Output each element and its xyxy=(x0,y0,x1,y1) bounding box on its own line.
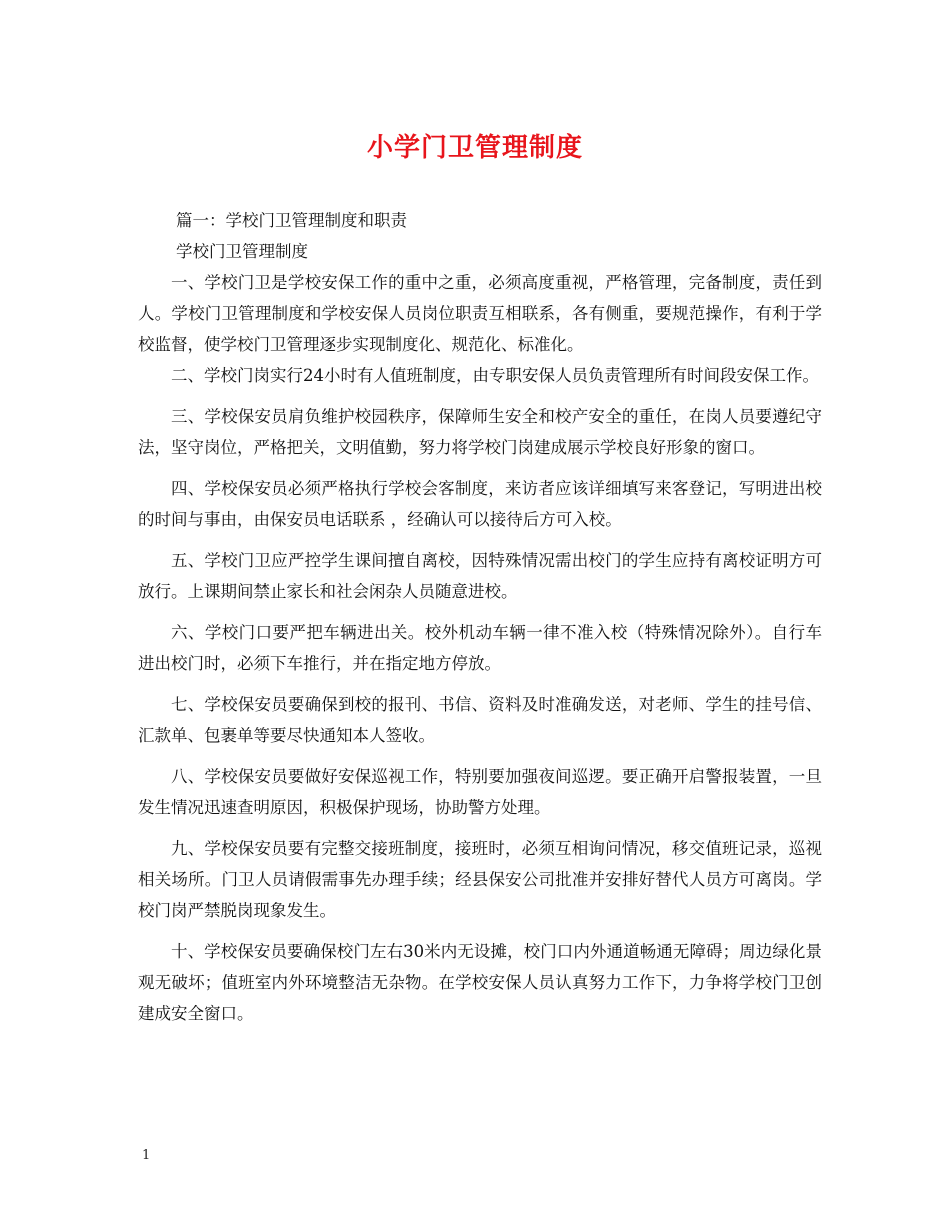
section-heading: 篇一：学校门卫管理制度和职责 xyxy=(175,211,407,230)
page-number: 1 xyxy=(142,1148,151,1163)
paragraph-4: 四、学校保安员必须严格执行学校会客制度，来访者应该详细填写来客登记，写明进出校的时间与事由，由保安员电话联系 ，经确认可以接待后方可入校。 xyxy=(138,479,822,529)
paragraph-2: 二、学校门岗实行24小时有人值班制度，由专职安保人员负责管理所有时间段安保工作。 xyxy=(171,366,819,385)
paragraph-6: 六、学校门口要严把车辆进出关。校外机动车辆一律不准入校（特殊情况除外）。自行车进出校门时，必须下车推行，并在指定地方停放。 xyxy=(138,623,822,673)
paragraph-3: 三、学校保安员肩负维护校园秩序，保障师生安全和校产安全的重任，在岗人员要遵纪守法，坚守岗位，严格把关，文明值勤，努力将学校门岗建成展示学校良好形象的窗口。 xyxy=(138,407,822,457)
paragraph-5: 五、学校门卫应严控学生课间擅自离校，因特殊情况需出校门的学生应持有离校证明方可放行。上课期间禁止家长和社会闲杂人员随意进校。 xyxy=(138,551,822,601)
paragraph-1: 一、学校门卫是学校安保工作的重中之重，必须高度重视，严格管理，完备制度，责任到人。学校门卫管理制度和学校安保人员岗位职责互相联系，各有侧重，要规范操作，有利于学校监督，使学校门卫管理逐步实现制度化、规范化、标准化。 xyxy=(138,273,822,354)
paragraph-8: 八、学校保安员要做好安保巡视工作，特别要加强夜间巡逻。要正确开启警报装置，一旦发生情况迅速查明原因，积极保护现场，协助警方处理。 xyxy=(138,767,822,817)
paragraph-7: 七、学校保安员要确保到校的报刊、书信、资料及时准确发送，对老师、学生的挂号信、汇款单、包裹单等要尽快通知本人签收。 xyxy=(138,695,822,745)
paragraph-9: 九、学校保安员要有完整交接班制度，接班时，必须互相询问情况，移交值班记录，巡视相关场所。门卫人员请假需事先办理手续；经县保安公司批准并安排好替代人员方可离岗。学校门岗严禁脱岗现象发生。 xyxy=(138,839,822,920)
document-body xyxy=(138,205,822,1029)
subsection-heading: 学校门卫管理制度 xyxy=(175,242,308,261)
document-title: 小学门卫管理制度 xyxy=(366,133,583,163)
paragraph-10: 十、学校保安员要确保校门左右30米内无设摊，校门口内外通道畅通无障碍；周边绿化景观无破坏；值班室内外环境整洁无杂物。在学校安保人员认真努力工作下，力争将学校门卫创建成安全窗口。 xyxy=(138,942,822,1023)
